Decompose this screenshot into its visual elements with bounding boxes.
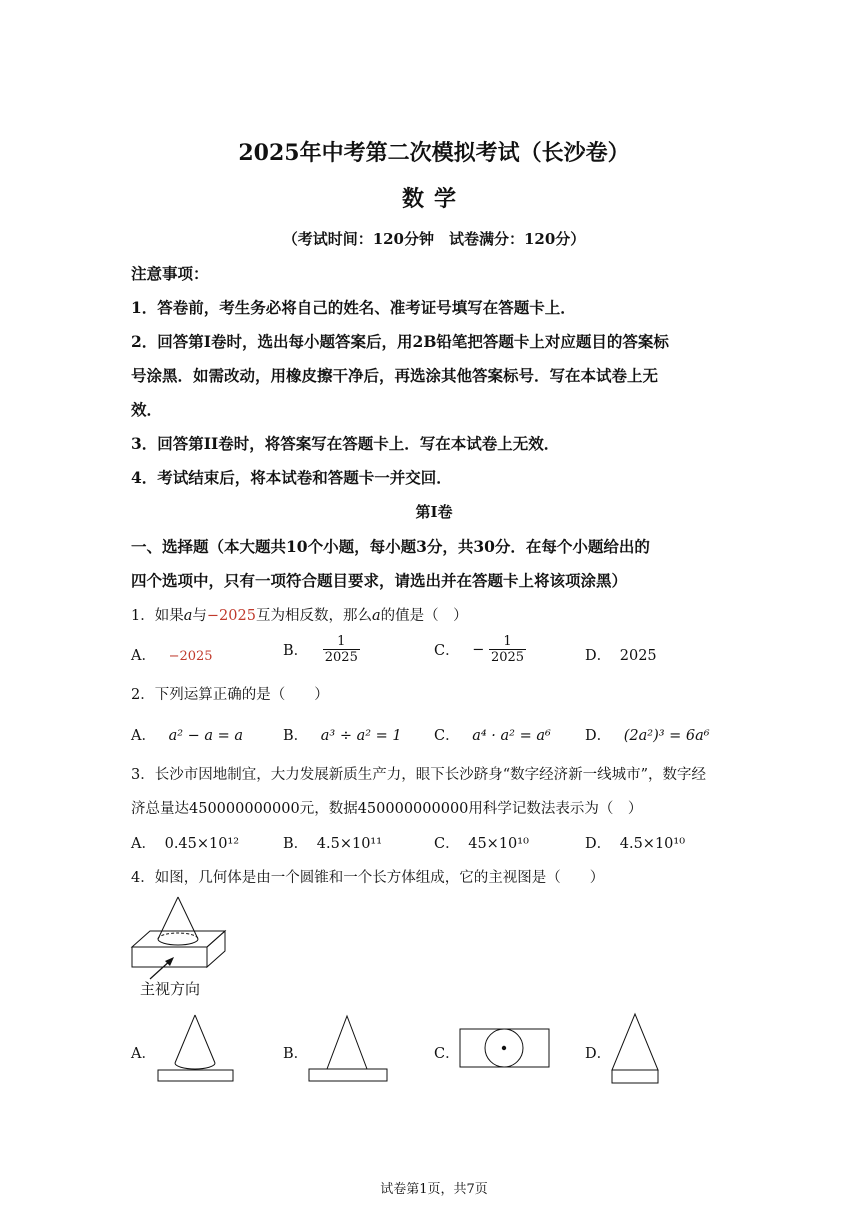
option-label: C． <box>434 728 460 744</box>
option-value: 0.45×10¹² <box>164 836 240 852</box>
option-value: a² − a = a <box>168 728 244 744</box>
fraction-numerator: 1 <box>323 634 360 650</box>
option-value: a⁴ · a² = a⁶ <box>472 728 551 744</box>
question-3-stem: 3．长沙市因地制宜，大力发展新质生产力，眼下长沙跻身“数字经济新一线城市”，数字经 <box>131 767 707 783</box>
fraction-numerator: 1 <box>489 634 526 650</box>
q1-text: 1．如果 <box>131 608 184 624</box>
volume-title: 第I卷 <box>415 503 453 521</box>
option-label: A． <box>131 836 156 852</box>
fraction <box>323 634 360 665</box>
subject-title: 数学 <box>401 186 466 212</box>
page-title: 2025年中考第二次模拟考试（长沙卷） <box>238 140 630 166</box>
section-heading: 四个选项中，只有一项符合题目要求，请选出并在答题卡上将该项涂黑） <box>131 571 628 590</box>
option-label: B． <box>283 836 309 852</box>
question-2-stem: 2．下列运算正确的是（ ） <box>131 687 329 703</box>
q4-option-d-figure <box>609 1011 661 1087</box>
option-value: 45×10¹⁰ <box>468 836 529 852</box>
section-heading: 一、选择题（本大题共10个小题，每小题3分，共30分．在每个小题给出的 <box>131 537 650 556</box>
question-3-stem: 济总量达450000000000元，数据450000000000用科学记数法表示为（ ） <box>131 801 643 817</box>
q1-option-b <box>283 634 360 665</box>
option-label: B． <box>283 643 309 659</box>
q1-number: −2025 <box>206 608 256 624</box>
q1-option-a <box>131 644 213 665</box>
option-label: C． <box>434 836 460 852</box>
q1-text: 互为相反数，那么 <box>255 608 372 624</box>
notice-item: 3．回答第II卷时，将答案写在答题卡上．写在本试卷上无效． <box>131 434 560 453</box>
q1-text: 的值是（ ） <box>380 608 468 624</box>
option-value: 4.5×10¹¹ <box>316 836 383 852</box>
q3-option-d <box>585 832 685 853</box>
q1-text: 与 <box>192 608 207 624</box>
option-label: A． <box>131 648 156 664</box>
option-value: (2a²)³ = 6a⁶ <box>623 728 710 744</box>
q1-var: a <box>371 608 381 624</box>
option-label: C． <box>434 643 460 659</box>
q3-option-a <box>131 832 239 853</box>
notice-item: 效． <box>131 400 163 419</box>
option-value: −2025 <box>168 649 213 664</box>
option-label: A． <box>131 728 156 744</box>
page-footer: 试卷第1页，共7页 <box>380 1182 488 1197</box>
notice-item: 号涂黑．如需改动，用橡皮擦干净后，再选涂其他答案标号．写在本试卷上无 <box>131 366 659 385</box>
option-sign: − <box>472 641 485 658</box>
q4-option-b-label: B． <box>283 1046 309 1062</box>
option-label: D． <box>585 648 612 664</box>
exam-info: （考试时间：120分钟 试卷满分：120分） <box>282 230 586 248</box>
notice-item: 4．考试结束后，将本试卷和答题卡一并交回． <box>131 468 452 487</box>
q4-option-c-figure <box>458 1027 552 1071</box>
q4-option-a-figure <box>157 1013 235 1083</box>
notice-item: 2．回答第I卷时，选出每小题答案后，用2B铅笔把答题卡上对应题目的答案标 <box>131 332 669 351</box>
option-value: 4.5×10¹⁰ <box>619 836 686 852</box>
q4-option-a-label: A． <box>131 1046 156 1062</box>
notice-heading: 注意事项： <box>131 264 209 283</box>
notice-item: 1．答卷前，考生务必将自己的姓名、准考证号填写在答题卡上． <box>131 298 576 317</box>
question-4-stem: 4．如图，几何体是由一个圆锥和一个长方体组成，它的主视图是（ ） <box>131 870 605 886</box>
q4-option-b-figure <box>307 1013 389 1083</box>
fraction-denominator: 2025 <box>490 650 525 665</box>
question-1-stem <box>131 604 468 625</box>
q1-var: a <box>183 608 193 624</box>
q2-option-b <box>283 724 402 745</box>
q2-option-a <box>131 724 243 745</box>
figure-caption: 主视方向 <box>140 980 201 998</box>
q4-option-c-label: C． <box>434 1046 460 1062</box>
option-label: D． <box>585 836 612 852</box>
option-label: B． <box>283 728 309 744</box>
q3-option-b <box>283 832 382 853</box>
geometry-figure <box>128 893 233 973</box>
q2-option-d <box>585 724 710 745</box>
option-value: 2025 <box>619 648 657 664</box>
q4-option-d-label: D． <box>585 1046 612 1062</box>
q3-option-c <box>434 832 529 853</box>
fraction-denominator: 2025 <box>324 650 358 665</box>
q1-option-d <box>585 644 657 665</box>
option-label: D． <box>585 728 612 744</box>
q2-option-c <box>434 724 551 745</box>
fraction <box>489 634 526 665</box>
option-value: a³ ÷ a² = 1 <box>320 728 402 744</box>
q1-option-c <box>434 634 526 665</box>
